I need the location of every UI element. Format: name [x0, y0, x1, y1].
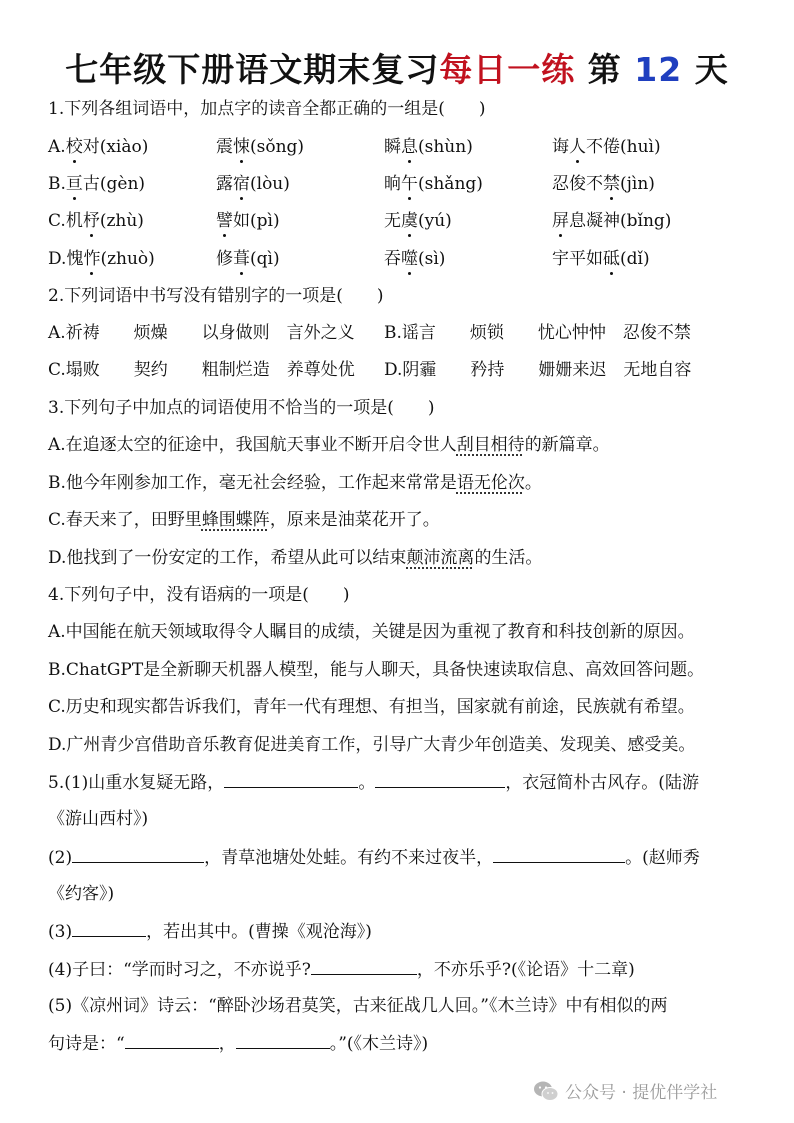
q2-stem: 2.下列词语中书写没有错别字的一项是( ) [48, 286, 384, 306]
q1-c-word2: 譬如(pì) [216, 211, 280, 231]
q4-option-d: D.广州青少宫借助音乐教育促进美育工作，引导广大青少年创造美、发现美、感受美。 [48, 735, 696, 755]
title-highlight: 每日一练 [439, 50, 576, 89]
q4-option-b: B.ChatGPT是全新聊天机器人模型，能与人聊天，具备快速读取信息、高效回答问题。 [48, 660, 705, 680]
q3-option-b: B.他今年刚参加工作，毫无社会经验，工作起来常常是语无伦次。 [48, 473, 542, 493]
title-day-suffix: 天 [694, 50, 729, 89]
answer-blank[interactable] [236, 1032, 330, 1049]
q5-line4: 《约客》) [48, 884, 115, 904]
q2-option-c: C.塌败 契约 粗制烂造 养尊处优 [48, 360, 355, 380]
q1-d-word3: 吞噬(sì) [384, 249, 446, 269]
q5-line8: 句诗是：“ ， 。”(《木兰诗》) [48, 1034, 429, 1054]
q4-option-c: C.历史和现实都告诉我们，青年一代有理想、有担当，国家就有前途，民族就有希望。 [48, 697, 695, 717]
q3-option-c: C.春天来了，田野里蜂围蝶阵，原来是油菜花开了。 [48, 510, 440, 530]
q1-a-word4: 诲人不倦(huì) [552, 137, 661, 157]
q1-d-word2: 修葺(qì) [216, 249, 280, 269]
q1-stem: 1.下列各组词语中，加点字的读音全都正确的一组是( ) [48, 99, 486, 119]
q5-line5: (3) ，若出其中。(曹操《观沧海》) [48, 922, 372, 942]
answer-blank[interactable] [224, 771, 358, 788]
q3-option-d: D.他找到了一份安定的工作，希望从此可以结束颠沛流离的生活。 [48, 548, 543, 568]
q1-b-word1: B.亘古(gèn) [48, 174, 146, 194]
q4-option-a: A.中国能在航天领域取得令人瞩目的成绩，关键是因为重视了教育和科技创新的原因。 [48, 622, 695, 642]
q1-b-word2: 露宿(lòu) [216, 174, 290, 194]
title-day-number: 12 [634, 50, 683, 89]
dotted-phrase: 颠沛流离 [406, 548, 475, 568]
q5-line3: (2) ，青草池塘处处蛙。有约不来过夜半， 。(赵师秀 [48, 848, 700, 868]
q3-stem: 3.下列句子中加点的词语使用不恰当的一项是( ) [48, 398, 435, 418]
answer-blank[interactable] [72, 846, 204, 863]
q5-line2: 《游山西村》) [48, 809, 149, 829]
dotted-phrase: 蜂围蝶阵 [201, 510, 270, 530]
page-title [0, 44, 794, 91]
q1-a-word1: A.校对(xiào) [48, 137, 149, 157]
watermark [533, 1078, 717, 1103]
q1-b-word3: 晌午(shǎng) [384, 174, 483, 194]
q4-stem: 4.下列句子中，没有语病的一项是( ) [48, 585, 350, 605]
dotted-phrase: 语无伦次 [456, 473, 525, 493]
q1-b-word4: 忍俊不禁(jìn) [552, 174, 655, 194]
wechat-icon [533, 1080, 559, 1102]
q1-a-word2: 震悚(sǒng) [216, 137, 305, 157]
answer-blank[interactable] [72, 920, 146, 937]
q5-line6: (4)子曰：“学而时习之，不亦说乎? ，不亦乐乎?(《论语》十二章) [48, 960, 635, 980]
q3-option-a: A.在追逐太空的征途中，我国航天事业不断开启令世人刮目相待的新篇章。 [48, 435, 610, 455]
answer-blank[interactable] [493, 846, 625, 863]
q1-d-word1: D.愧怍(zhuò) [48, 249, 155, 269]
q2-option-a: A.祈祷 烦燥 以身做则 言外之义 [48, 323, 355, 343]
dotted-phrase: 刮目相待 [456, 435, 525, 455]
title-main: 七年级下册语文期末复习 [65, 50, 440, 89]
q1-c-word4: 屏息凝神(bǐng) [552, 211, 672, 231]
title-day-prefix: 第 [587, 50, 622, 89]
q1-c-word1: C.机杼(zhù) [48, 211, 144, 231]
q5-line1: 5.(1)山重水复疑无路， 。 ，衣冠简朴古风存。(陆游 [48, 773, 699, 793]
q1-d-word4: 宇平如砥(dǐ) [552, 249, 650, 269]
watermark-text: 公众号 · 提优伴学社 [565, 1083, 718, 1103]
answer-blank[interactable] [311, 958, 417, 975]
q2-option-d: D.阴霾 矜持 姗姗来迟 无地自容 [384, 360, 692, 380]
q2-option-b: B.谣言 烦锁 忧心忡忡 忍俊不禁 [384, 323, 691, 343]
q1-a-word3: 瞬息(shùn) [384, 137, 473, 157]
q5-line7: (5)《凉州词》诗云：“醉卧沙场君莫笑，古来征战几人回。”《木兰诗》中有相似的两 [48, 996, 668, 1016]
q1-c-word3: 无虞(yú) [384, 211, 452, 231]
answer-blank[interactable] [125, 1032, 219, 1049]
answer-blank[interactable] [375, 771, 505, 788]
